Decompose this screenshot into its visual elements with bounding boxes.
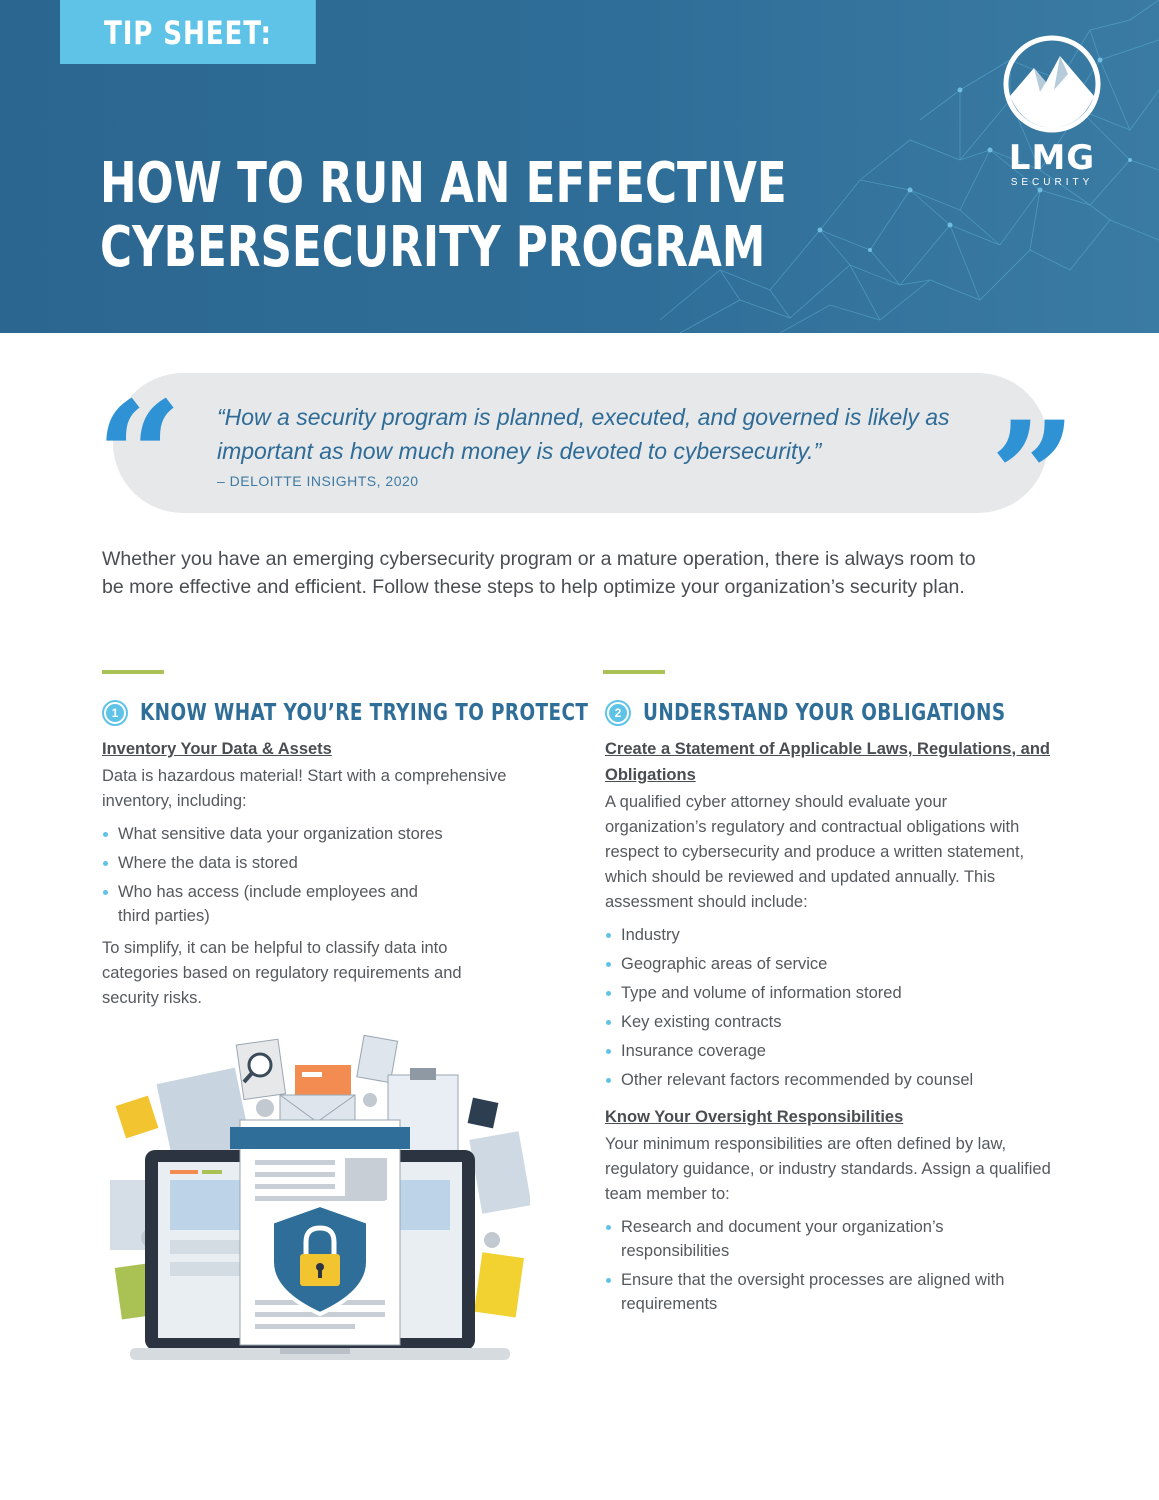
list-item: What sensitive data your organization stores bbox=[102, 822, 562, 846]
page-title bbox=[100, 152, 787, 280]
close-quote-icon: ” bbox=[990, 389, 1077, 565]
list-item: Who has access (include employees and third parties) bbox=[102, 880, 448, 928]
section-2 bbox=[605, 696, 1065, 1324]
list-item: Insurance coverage bbox=[605, 1039, 1065, 1063]
logo-wordmark: LMG bbox=[1008, 138, 1096, 178]
divider-right bbox=[603, 670, 665, 674]
section-2-bullets bbox=[605, 923, 1065, 1092]
step-number-badge: 1 bbox=[102, 700, 128, 726]
header-banner bbox=[0, 0, 1159, 333]
quote-text: “How a security program is planned, executed, and governed is likely as important as how much money is devoted to cybersecurity.” bbox=[217, 404, 950, 464]
list-item: Industry bbox=[605, 923, 1065, 947]
section-1-subheading: Inventory Your Data & Assets bbox=[102, 740, 332, 758]
title-line-2: CYBERSECURITY PROGRAM bbox=[100, 215, 766, 280]
section-2-header bbox=[605, 696, 1065, 730]
list-item: Where the data is stored bbox=[102, 851, 562, 875]
section-2-paragraph: A qualified cyber attorney should evaluate your organization’s regulatory and contractual obligations with respect to cybersecurity and produce a written statement, which should be reviewed and updated annually. This assessment should include: bbox=[605, 793, 1025, 911]
list-item: Geographic areas of service bbox=[605, 952, 1065, 976]
section-1-header bbox=[102, 696, 589, 730]
tip-sheet-tag: TIP SHEET: bbox=[60, 0, 316, 64]
list-item: Key existing contracts bbox=[605, 1010, 1065, 1034]
section-2-subheading-2: Know Your Oversight Responsibilities bbox=[605, 1108, 904, 1126]
section-1 bbox=[102, 696, 589, 1011]
list-item: Research and document your organization’s responsibilities bbox=[605, 1215, 1021, 1263]
laptop-shield-lock-icon bbox=[110, 1030, 530, 1380]
section-1-bullets bbox=[102, 822, 562, 928]
section-1-closing: To simplify, it can be helpful to classify data into categories based on regulatory requirements and security risks. bbox=[102, 939, 462, 1007]
lmg-logo bbox=[1000, 34, 1104, 188]
quote-source: – DELOITTE INSIGHTS, 2020 bbox=[217, 473, 419, 489]
step-number-badge: 2 bbox=[605, 700, 631, 726]
section-1-paragraph: Data is hazardous material! Start with a comprehensive inventory, including: bbox=[102, 767, 507, 810]
list-item: Ensure that the oversight processes are aligned with requirements bbox=[605, 1268, 1065, 1316]
list-item: Type and volume of information stored bbox=[605, 981, 1065, 1005]
list-item: Other relevant factors recommended by counsel bbox=[605, 1068, 1065, 1092]
section-2-title: UNDERSTAND YOUR OBLIGATIONS bbox=[643, 700, 1006, 726]
section-2-paragraph-2: Your minimum responsibilities are often defined by law, regulatory guidance, or industry standards. Assign a qualified team member to: bbox=[605, 1135, 1051, 1203]
title-line-1: HOW TO RUN AN EFFECTIVE bbox=[100, 151, 787, 216]
logo-subtitle: SECURITY bbox=[1010, 177, 1094, 188]
section-2-bullets-2 bbox=[605, 1215, 1065, 1316]
divider-left bbox=[102, 670, 164, 674]
intro-paragraph: Whether you have an emerging cybersecurity program or a mature operation, there is always room to be more effective and efficient. Follow these steps to help optimize your organization’s security plan. bbox=[102, 548, 976, 598]
section-2-subheading: Create a Statement of Applicable Laws, Regulations, and Obligations bbox=[605, 740, 1050, 784]
open-quote-icon: “ bbox=[96, 369, 183, 545]
section-1-title: KNOW WHAT YOU’RE TRYING TO PROTECT bbox=[140, 700, 589, 726]
mountain-icon bbox=[1002, 34, 1102, 134]
